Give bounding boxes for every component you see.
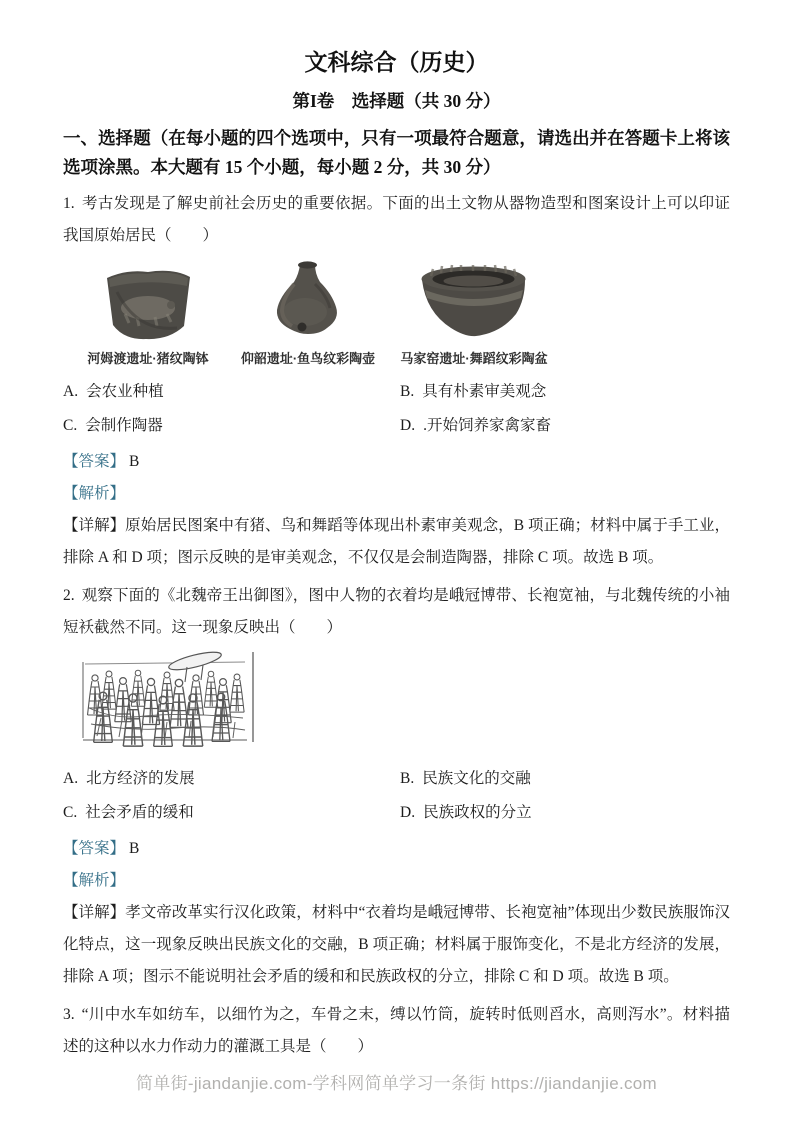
artifact-caption-hemudu: 河姆渡遗址·猪纹陶钵 <box>87 351 209 366</box>
artifact-figure-majiayao <box>393 258 555 368</box>
question-1-options <box>63 376 730 442</box>
question-2-detail <box>63 897 730 993</box>
option-2d: D. 民族政权的分立 <box>400 804 532 821</box>
question-1-answer-line <box>63 446 730 478</box>
option-1d: D. .开始饲养家禽家畜 <box>400 417 551 434</box>
question-1-analysis-label: 【解析】 <box>63 485 126 502</box>
question-1-number: 1. <box>63 195 75 212</box>
artifact-caption-yangshao: 仰韶遗址·鱼鸟纹彩陶壶 <box>240 351 376 366</box>
artifact-figure-yangshao <box>233 258 383 368</box>
dance-pattern-pottery-basin-icon <box>393 258 555 342</box>
detail-label: 【详解】 <box>63 517 126 534</box>
footer-watermark: 简单街-jiandanjie.com-学科网简单学习一条街 https://jiandanjie.com <box>135 1074 658 1093</box>
question-3-stem-text: “川中水车如纺车，以细竹为之，车骨之末，缚以竹筒，旋转时低则舀水，高则泻水”。材料描述的这种以水力作动力的灌溉工具是（ ） <box>63 1006 730 1055</box>
question-1-stem <box>63 188 730 252</box>
option-1c: C. 会制作陶器 <box>63 417 163 434</box>
fish-bird-pattern-pottery-vase-icon <box>233 258 383 342</box>
section-heading: 一、选择题（在每小题的四个选项中，只有一项最符合题意，请选出并在答题卡上将该选项涂黑。本大题有 15 个小题，每小题 2 分，共 30 分） <box>63 128 730 177</box>
option-2a: A. 北方经济的发展 <box>63 770 195 787</box>
answer-label: 【答案】 <box>63 453 126 470</box>
artifact-image-row <box>73 258 730 368</box>
question-block-3 <box>63 999 730 1063</box>
question-2-answer-value: B <box>129 840 140 857</box>
question-3-stem <box>63 999 730 1063</box>
volume-subtitle: 第I卷 选择题（共 30 分） <box>292 91 501 111</box>
option-2b: B. 民族文化的交融 <box>400 770 531 787</box>
option-1a: A. 会农业种植 <box>63 383 164 400</box>
question-1-detail-text: 原始居民图案中有猪、鸟和舞蹈等体现出朴素审美观念，B 项正确；材料中属于手工业，排除 A 和 D 项；图示反映的是审美观念，不仅仅是会制造陶器，排除 C 项。故选 B 项。 <box>63 517 730 566</box>
question-2-answer-line <box>63 833 730 865</box>
northern-wei-emperor-procession-drawing <box>75 648 730 753</box>
question-2-analysis-label: 【解析】 <box>63 872 126 889</box>
question-2-stem <box>63 580 730 644</box>
question-2-number: 2. <box>63 587 75 604</box>
artifact-figure-hemudu <box>73 258 223 368</box>
question-block-2 <box>63 580 730 993</box>
question-block-1 <box>63 188 730 574</box>
question-1-answer-value: B <box>129 453 140 470</box>
answer-label: 【答案】 <box>63 840 126 857</box>
question-3-number: 3. <box>63 1006 75 1023</box>
question-2-detail-text: 孝文帝改革实行汉化政策，材料中“衣着均是峨冠博带、长袍宽袖”体现出少数民族服饰汉化特点，这一现象反映出民族文化的交融，B 项正确；材料属于服饰变化，不是北方经济的发展，排除 A 项；图示不能说明社会矛盾的缓和和民族政权的分立，排除 C 和 D 项。故选 B 项。 <box>63 904 730 985</box>
option-1b: B. 具有朴素审美观念 <box>400 383 547 400</box>
document-title: 文科综合（历史） <box>304 50 489 75</box>
artifact-caption-majiayao: 马家窑遗址·舞蹈纹彩陶盆 <box>400 351 548 366</box>
question-1-detail <box>63 510 730 574</box>
detail-label: 【详解】 <box>63 904 126 921</box>
option-2c: C. 社会矛盾的缓和 <box>63 804 194 821</box>
pig-pattern-pottery-bowl-icon <box>73 258 223 342</box>
question-2-options <box>63 763 730 829</box>
question-1-stem-text: 考古发现是了解史前社会历史的重要依据。下面的出土文物从器物造型和图案设计上可以印证我国原始居民（ ） <box>63 195 730 244</box>
question-2-stem-text: 观察下面的《北魏帝王出御图》，图中人物的衣着均是峨冠博带、长袍宽袖，与北魏传统的小袖短袄截然不同。这一现象反映出（ ） <box>63 587 730 636</box>
